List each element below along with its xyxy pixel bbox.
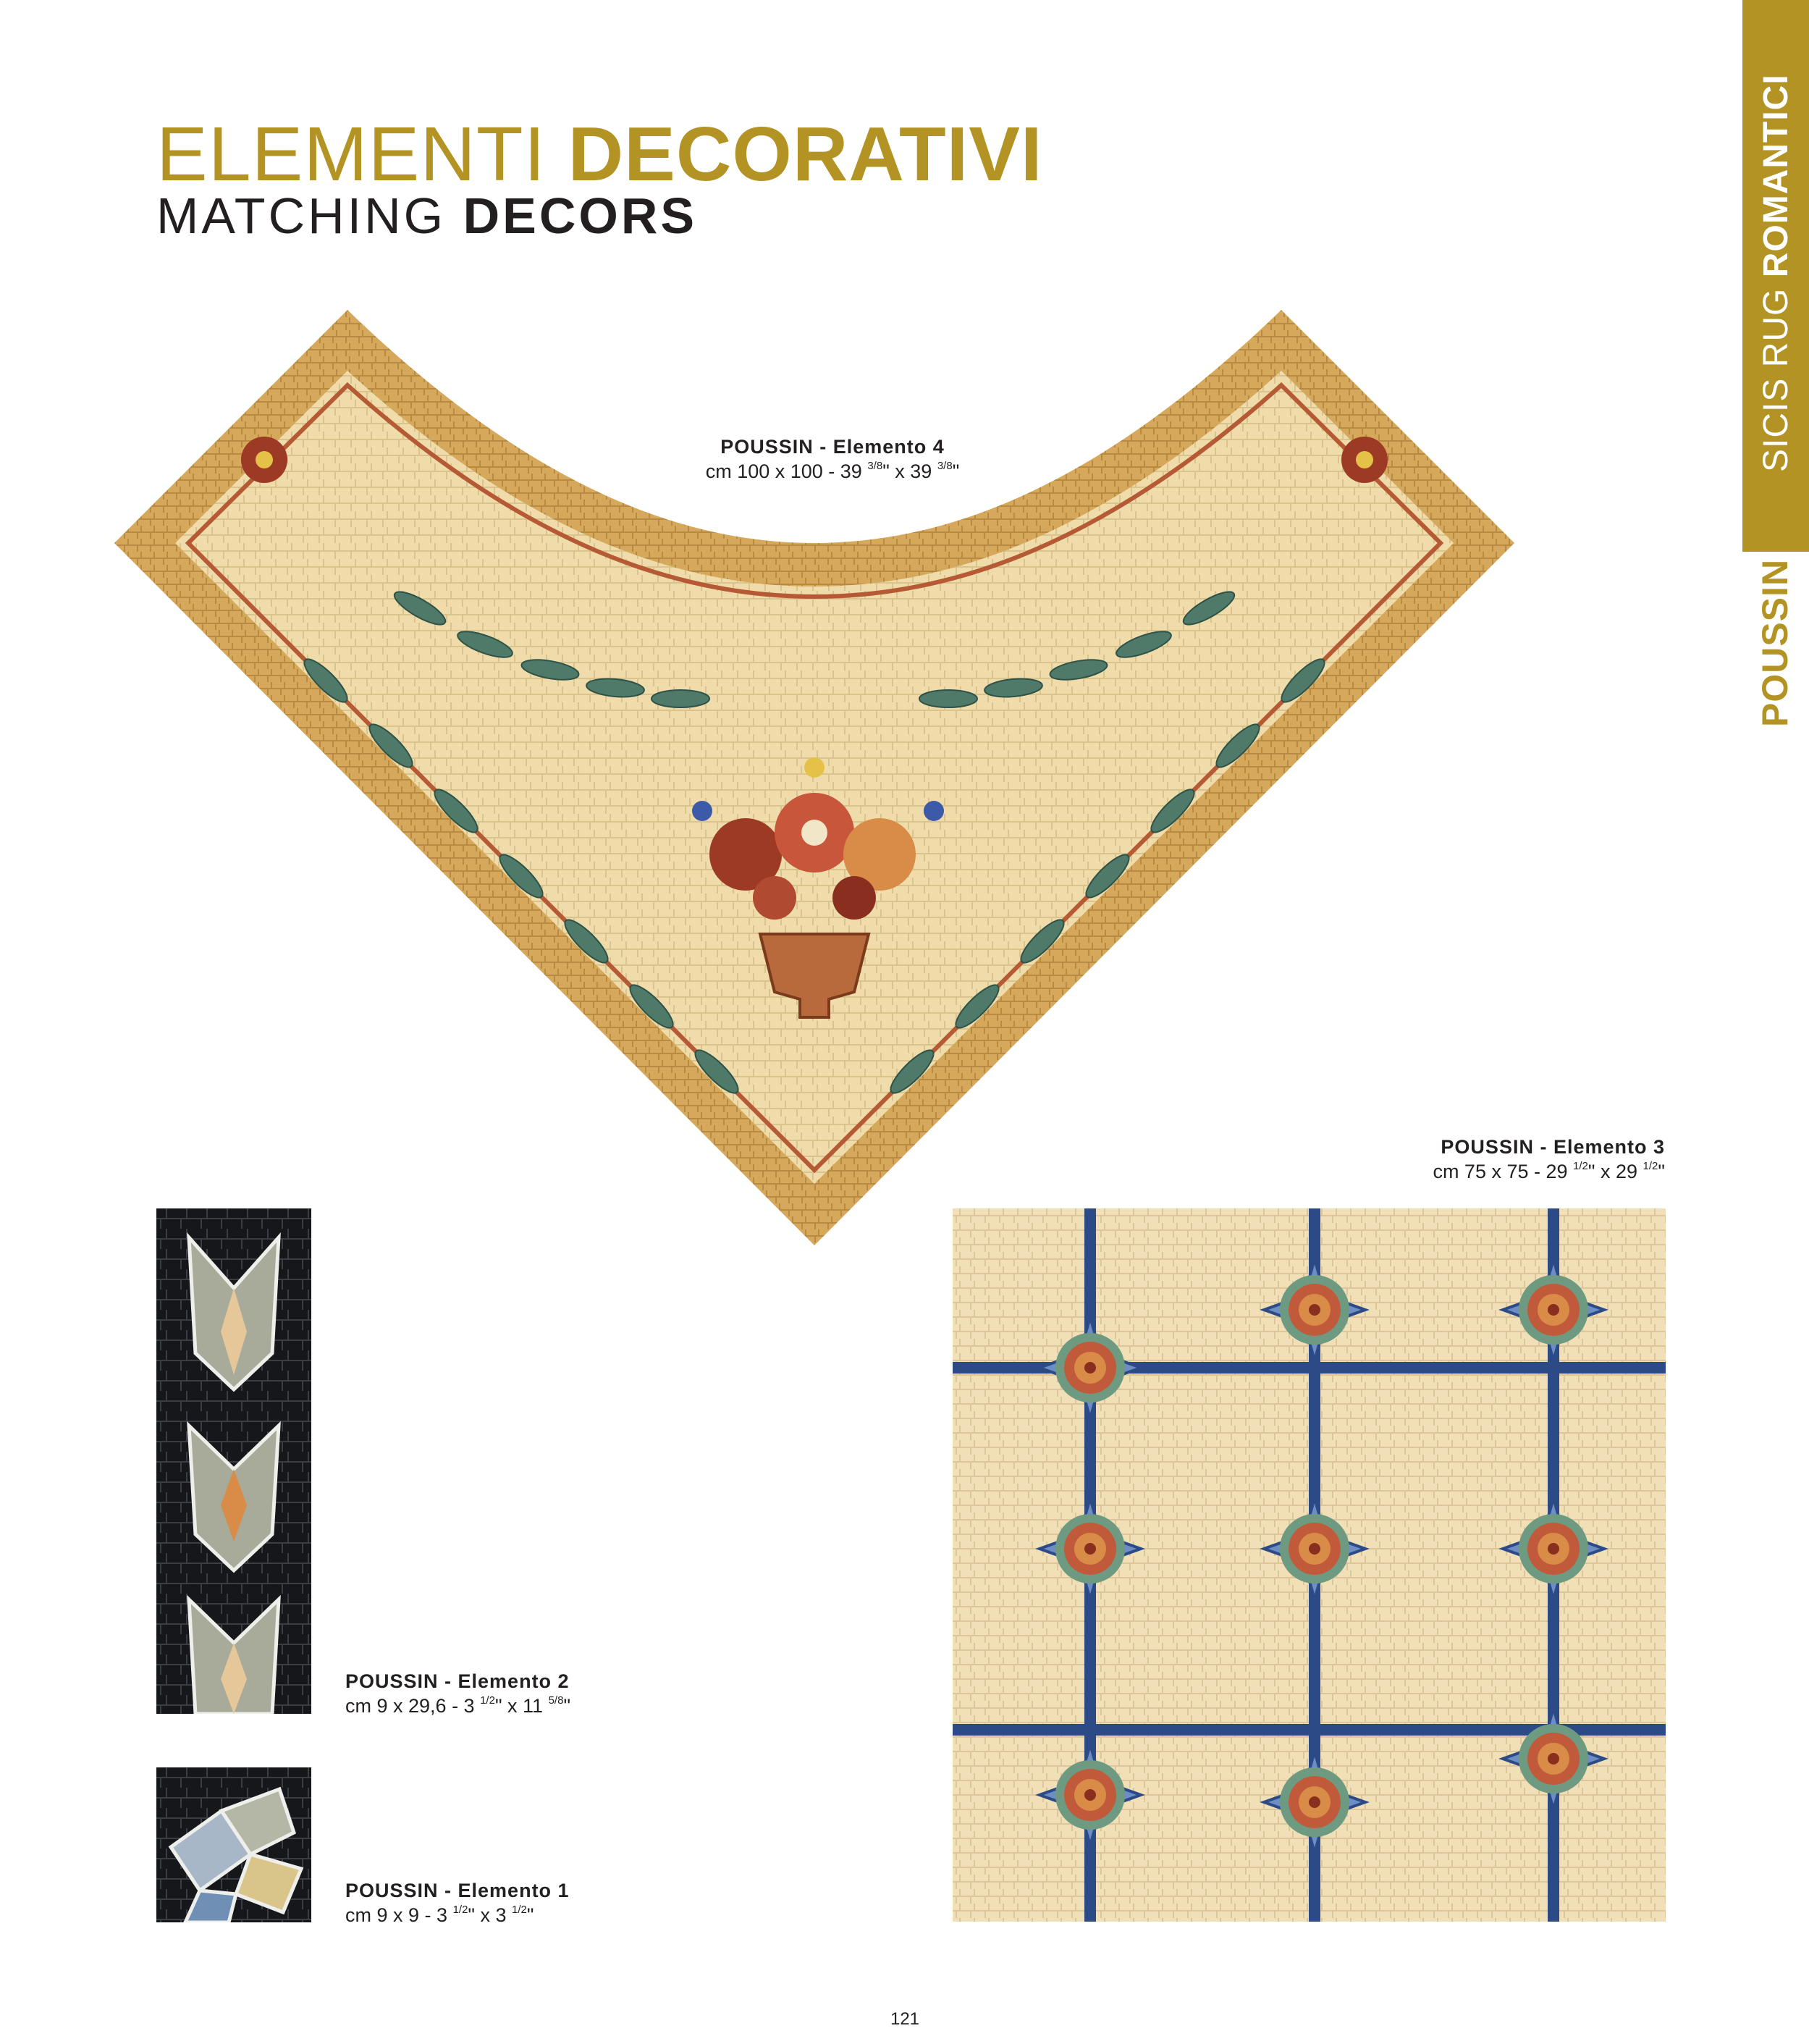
- elemento-3-size: [1231, 1159, 1665, 1184]
- elemento-3-size-suffix: ": [1658, 1161, 1665, 1182]
- elemento-2-caption: [345, 1669, 570, 1718]
- elemento-1-name: POUSSIN - Elemento 1: [345, 1880, 570, 1901]
- page-heading: [156, 112, 1043, 244]
- elemento-1-image: [156, 1767, 311, 1922]
- elemento-4-size-prefix: cm 100 x 100 - 39: [705, 460, 862, 482]
- elemento-1-size-fraction-2: 1/2: [512, 1904, 527, 1916]
- elemento-1-caption: [345, 1878, 570, 1927]
- heading-italian: [156, 112, 1043, 197]
- elemento-2-size-mid: " x 11: [494, 1695, 544, 1717]
- elemento-3-size-prefix: cm 75 x 75 - 29: [1433, 1161, 1568, 1182]
- elemento-4-size: [615, 459, 1050, 484]
- elemento-2-size-fraction-1: 1/2: [480, 1694, 495, 1707]
- elemento-2-size-fraction-2: 5/8: [548, 1694, 564, 1707]
- elemento-3-size-mid: " x 29: [1587, 1161, 1638, 1182]
- elemento-4-name: POUSSIN - Elemento 4: [720, 436, 945, 458]
- elemento-1-size-fraction-1: 1/2: [452, 1904, 468, 1916]
- elemento-4-size-fraction-1: 3/8: [867, 460, 883, 472]
- heading-english-bold: DECORS: [463, 188, 698, 244]
- collection-label: POUSSIN: [1755, 558, 1795, 727]
- page-number: 121: [890, 2009, 920, 2029]
- elemento-3-size-fraction-1: 1/2: [1573, 1160, 1588, 1172]
- heading-italian-bold: DECORATIVI: [568, 112, 1043, 197]
- elemento-2-image: [156, 1208, 311, 1714]
- elemento-3-name: POUSSIN - Elemento 3: [1441, 1136, 1665, 1158]
- elemento-2-size: [345, 1694, 570, 1718]
- elemento-3-caption: [1231, 1135, 1665, 1184]
- elemento-2-size-suffix: ": [563, 1695, 571, 1717]
- elemento-2-size-prefix: cm 9 x 29,6 - 3: [345, 1695, 475, 1717]
- elemento-2-name: POUSSIN - Elemento 2: [345, 1670, 570, 1692]
- elemento-4-size-fraction-2: 3/8: [937, 460, 953, 472]
- heading-english: [156, 190, 1042, 242]
- heading-english-light: MATCHING: [156, 188, 447, 244]
- elemento-4-size-suffix: ": [952, 460, 960, 482]
- elemento-4-size-mid: " x 39: [882, 460, 932, 482]
- series-label-bold: ROMANTICI: [1757, 74, 1795, 278]
- elemento-1-size: [345, 1903, 570, 1927]
- series-label: [1756, 74, 1797, 472]
- heading-italian-light: ELEMENTI: [156, 112, 547, 197]
- series-label-light: SICIS RUG: [1757, 287, 1795, 472]
- elemento-4-caption: [615, 434, 1050, 484]
- elemento-3-image: [953, 1208, 1666, 1922]
- elemento-1-size-prefix: cm 9 x 9 - 3: [345, 1904, 448, 1926]
- elemento-1-size-suffix: ": [526, 1904, 534, 1926]
- elemento-3-size-fraction-2: 1/2: [1643, 1160, 1658, 1172]
- elemento-1-size-mid: " x 3: [468, 1904, 507, 1926]
